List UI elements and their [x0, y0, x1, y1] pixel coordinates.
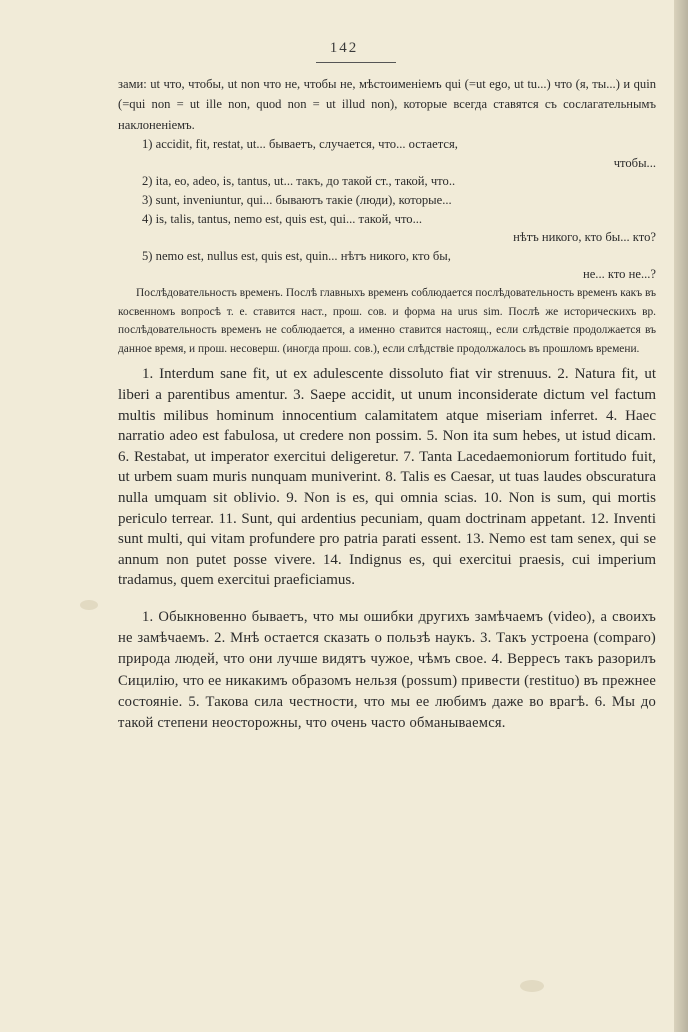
rules-list — [118, 135, 656, 284]
intro-text: зами: ut что, чтобы, ut non что не, чтобы не, мѣстоименіемъ qui (=ut ego, ut tu...) что (я, ты...) и quin (=qui non = ut ille non, quod non = ut illud non), которые всегда ставятся съ сослагательнымъ наклоненіемъ. — [118, 77, 656, 132]
rule-text: ita, eo, adeo, is, tantus, ut... такъ, до такой ст., такой, что.. — [155, 174, 456, 189]
rule-item — [118, 247, 656, 284]
header-rule — [316, 62, 396, 63]
rule-number: 1) — [142, 137, 153, 152]
rule-continuation: чтобы... — [613, 155, 656, 170]
page-number: 142 — [329, 40, 359, 56]
russian-exercise: 1. Обыкновенно бываетъ, что мы ошибки другихъ замѣчаемъ (video), а своихъ не замѣчаемъ. 2. Мнѣ остается сказать о пользѣ наукъ. 3. Такъ устроена (comparo) природа людей, что они лучше видятъ чужое, чѣмъ свое. 4. Верресъ такъ разорилъ Сицилію, что ее никакимъ образомъ нельзя (possum) привести (restituo) въ прежнее состояніе. 5. Такова сила честности, что мы ее любимъ даже во врагѣ. 6. Мы до такой степени неосторожны, что очень часто обманываемся. — [118, 608, 656, 732]
rule-text: is, talis, tantus, nemo est, quis est, qui... такой, что... — [155, 211, 423, 226]
page-gutter-shadow — [674, 0, 688, 1032]
rule-number: 4) — [142, 211, 153, 226]
sequence-of-tenses-note — [118, 284, 656, 358]
rule-item — [118, 210, 656, 247]
rule-number: 3) — [142, 193, 153, 207]
paper-stain — [80, 600, 98, 610]
rule-item — [118, 191, 656, 210]
paper-stain — [520, 980, 544, 992]
latin-exercise: 1. Interdum sane fit, ut ex adulescente dissoluto fiat vir strenuus. 2. Natura fit, ut liberi a parentibus amentur. 3. Saepe accidit, ut unum inconsiderate dictum vel factum multis milibus hominum innocentium calamitatem atque miseriam inferret. 4. Haec narratio adeo est fabulosa, ut credere non possim. 5. Non ita sum hebes, ut istud dicam. 6. Restabat, ut imperator exercitui deligeretur. 7. Tanta Lacedaemoniorum fortitudo fuit, ut urbem suam muris nunquam muniverint. 8. Talis es Caesar, ut tuas laudes obscuratura nulla umquam sit oblivio. 9. Non is es, qui omnia scias. 10. Non is sum, qui mortis periculo terrear. 11. Sunt, qui ardentius pecuniam, quam doctrinam appetant. 12. Inventi sunt multi, qui vitam profundere pro patria parati essent. 13. Nemo est tam senex, qui se annum non putet posse vivere. 14. Indignus es, qui exercitui praesis, cui imperium tradamus, quem exercitui praeficiamus. — [118, 366, 656, 589]
rule-continuation: не... кто не...? — [582, 267, 656, 282]
rule-number: 5) — [142, 248, 153, 263]
rule-text: accidit, fit, restat, ut... бываетъ, случается, что... остается, — [155, 137, 458, 152]
rule-item — [118, 135, 656, 172]
note-text: Послѣдовательность временъ. Послѣ главныхъ временъ соблюдается послѣдовательность временъ какъ въ косвенномъ вопросѣ т. е. ставится наст., прош. сов. и форма на urus sim. Послѣ же историческихъ вр. послѣдовательность временъ не соблюдается, а именно ставится настоящ., если слѣдствіе продолжается въ данное время, и прош. несоверш. (иногда прош. сов.), если слѣдствіе продолжалось въ прошломъ времени. — [118, 286, 656, 355]
page-body — [118, 74, 656, 749]
rule-text: nemo est, nullus est, quis est, quin... нѣтъ никого, кто бы, — [155, 248, 451, 263]
rule-continuation: нѣтъ никого, кто бы... кто? — [513, 230, 656, 245]
intro-paragraph — [118, 74, 656, 135]
rule-item — [118, 172, 656, 191]
rule-text: sunt, inveniuntur, qui... бываютъ такіе (люди), которые... — [155, 193, 452, 207]
rule-number: 2) — [142, 174, 153, 189]
